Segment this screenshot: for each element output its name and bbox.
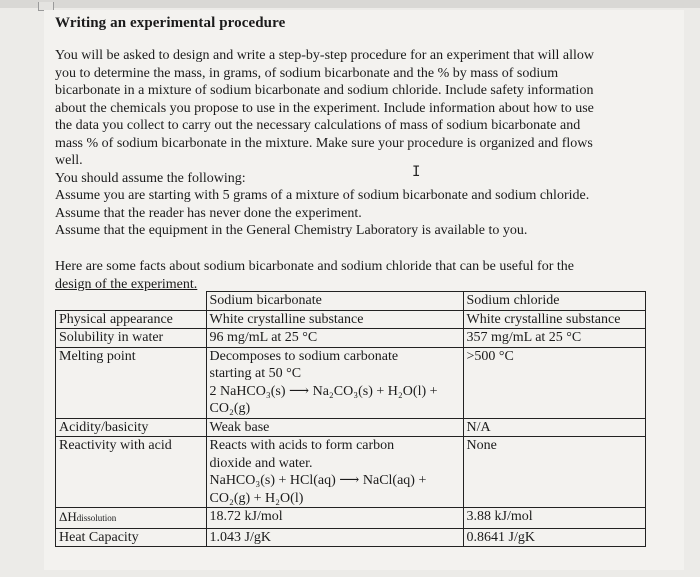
chloride-cell — [463, 508, 645, 529]
facts-line: design of the experiment. — [55, 276, 198, 292]
cell-line: None — [466, 438, 497, 453]
row-label-enthalpy — [56, 508, 207, 529]
bicarbonate-cell — [206, 508, 463, 529]
chloride-cell — [463, 418, 645, 437]
table-corner-cell — [56, 292, 207, 311]
row-label: Solubility in water — [56, 329, 207, 348]
cell-line: 96 mg/mL at 25 °C — [209, 330, 318, 345]
properties-table — [55, 291, 646, 547]
intro-line: you to determine the mass, in grams, of sodium bicarbonate and the % by mass of sodium — [55, 65, 559, 81]
cell-line: starting at 50 °C — [209, 366, 302, 381]
chloride-cell — [463, 437, 645, 508]
assumptions-heading: You should assume the following: — [55, 170, 246, 186]
cell-line: >500 °C — [466, 348, 514, 364]
intro-line: bicarbonate in a mixture of sodium bicarbonate and sodium chloride. Include safety information — [55, 83, 594, 98]
intro-line: well. — [55, 153, 83, 168]
chloride-cell — [463, 310, 645, 329]
row-label: Reactivity with acid — [56, 437, 207, 508]
table-header-row — [56, 292, 646, 311]
cell-line: 357 mg/mL at 25 °C — [466, 330, 582, 345]
table-row — [56, 329, 646, 348]
delta-h-subscript: dissolution — [76, 513, 117, 523]
delta-h-symbol: ΔH — [59, 509, 77, 524]
intro-line: You will be asked to design and write a step-by-step procedure for an experiment that will allow — [55, 48, 594, 63]
decomposition-equation: 2 NaHCO₃(s) ⟶ Na₂CO₃(s) + H₂O(l) + — [209, 383, 438, 399]
document-title: Writing an experimental procedure — [55, 15, 286, 31]
bicarbonate-cell — [206, 310, 463, 329]
cell-line: Decomposes to sodium carbonate — [209, 348, 399, 364]
chloride-cell — [463, 528, 645, 547]
cell-line: Reacts with acids to form carbon — [209, 438, 395, 453]
intro-line: about the chemicals you propose to use in the experiment. Include information about how to use — [55, 100, 594, 116]
cell-line: 18.72 kJ/mol — [209, 509, 283, 524]
header-sodium-bicarbonate: Sodium bicarbonate — [206, 292, 463, 311]
table-row — [56, 418, 646, 437]
assumption-line: Assume that the reader has never done the experiment. — [55, 205, 362, 221]
text-cursor-icon: I — [412, 164, 421, 180]
bicarbonate-cell — [206, 329, 463, 348]
table-row — [56, 437, 646, 508]
assumption-line: Assume that the equipment in the General Chemistry Laboratory is available to you. — [55, 223, 528, 238]
intro-paragraph — [55, 47, 655, 240]
cell-line: 3.88 kJ/mol — [466, 509, 533, 524]
cell-line: White crystalline substance — [209, 311, 364, 327]
table-row — [56, 347, 646, 418]
reaction-equation: CO₂(g) + H₂O(l) — [209, 490, 304, 506]
row-label: Acidity/basicity — [56, 418, 207, 437]
decomposition-equation: CO₂(g) — [209, 401, 251, 416]
cell-line: 1.043 J/gK — [209, 529, 271, 545]
facts-line: Here are some facts about sodium bicarbonate and sodium chloride that can be useful for the — [55, 259, 574, 274]
facts-intro — [55, 258, 655, 293]
intro-line: the data you collect to carry out the necessary calculations of mass of sodium bicarbonate and — [55, 118, 581, 133]
bicarbonate-cell — [206, 437, 463, 508]
row-label: Heat Capacity — [56, 528, 207, 547]
row-label: Physical appearance — [56, 310, 207, 329]
table-row — [56, 310, 646, 329]
cell-line: N/A — [466, 419, 491, 435]
table-row — [56, 528, 646, 547]
top-strip — [0, 0, 700, 8]
bicarbonate-cell — [206, 528, 463, 547]
cell-line: White crystalline substance — [466, 311, 621, 327]
header-sodium-chloride: Sodium chloride — [463, 292, 645, 311]
reaction-equation: NaHCO₃(s) + HCl(aq) ⟶ NaCl(aq) + — [209, 473, 427, 488]
bicarbonate-cell — [206, 347, 463, 418]
row-label: Melting point — [56, 347, 207, 418]
table-row — [56, 508, 646, 529]
cell-line: 0.8641 J/gK — [466, 529, 535, 545]
cell-line: Weak base — [209, 419, 270, 435]
intro-line: mass % of sodium bicarbonate in the mixture. Make sure your procedure is organized and flows — [55, 135, 593, 151]
chloride-cell — [463, 329, 645, 348]
bicarbonate-cell — [206, 418, 463, 437]
assumption-line: Assume you are starting with 5 grams of a mixture of sodium bicarbonate and sodium chloride. — [55, 188, 590, 203]
chloride-cell — [463, 347, 645, 418]
cell-line: dioxide and water. — [209, 455, 313, 471]
